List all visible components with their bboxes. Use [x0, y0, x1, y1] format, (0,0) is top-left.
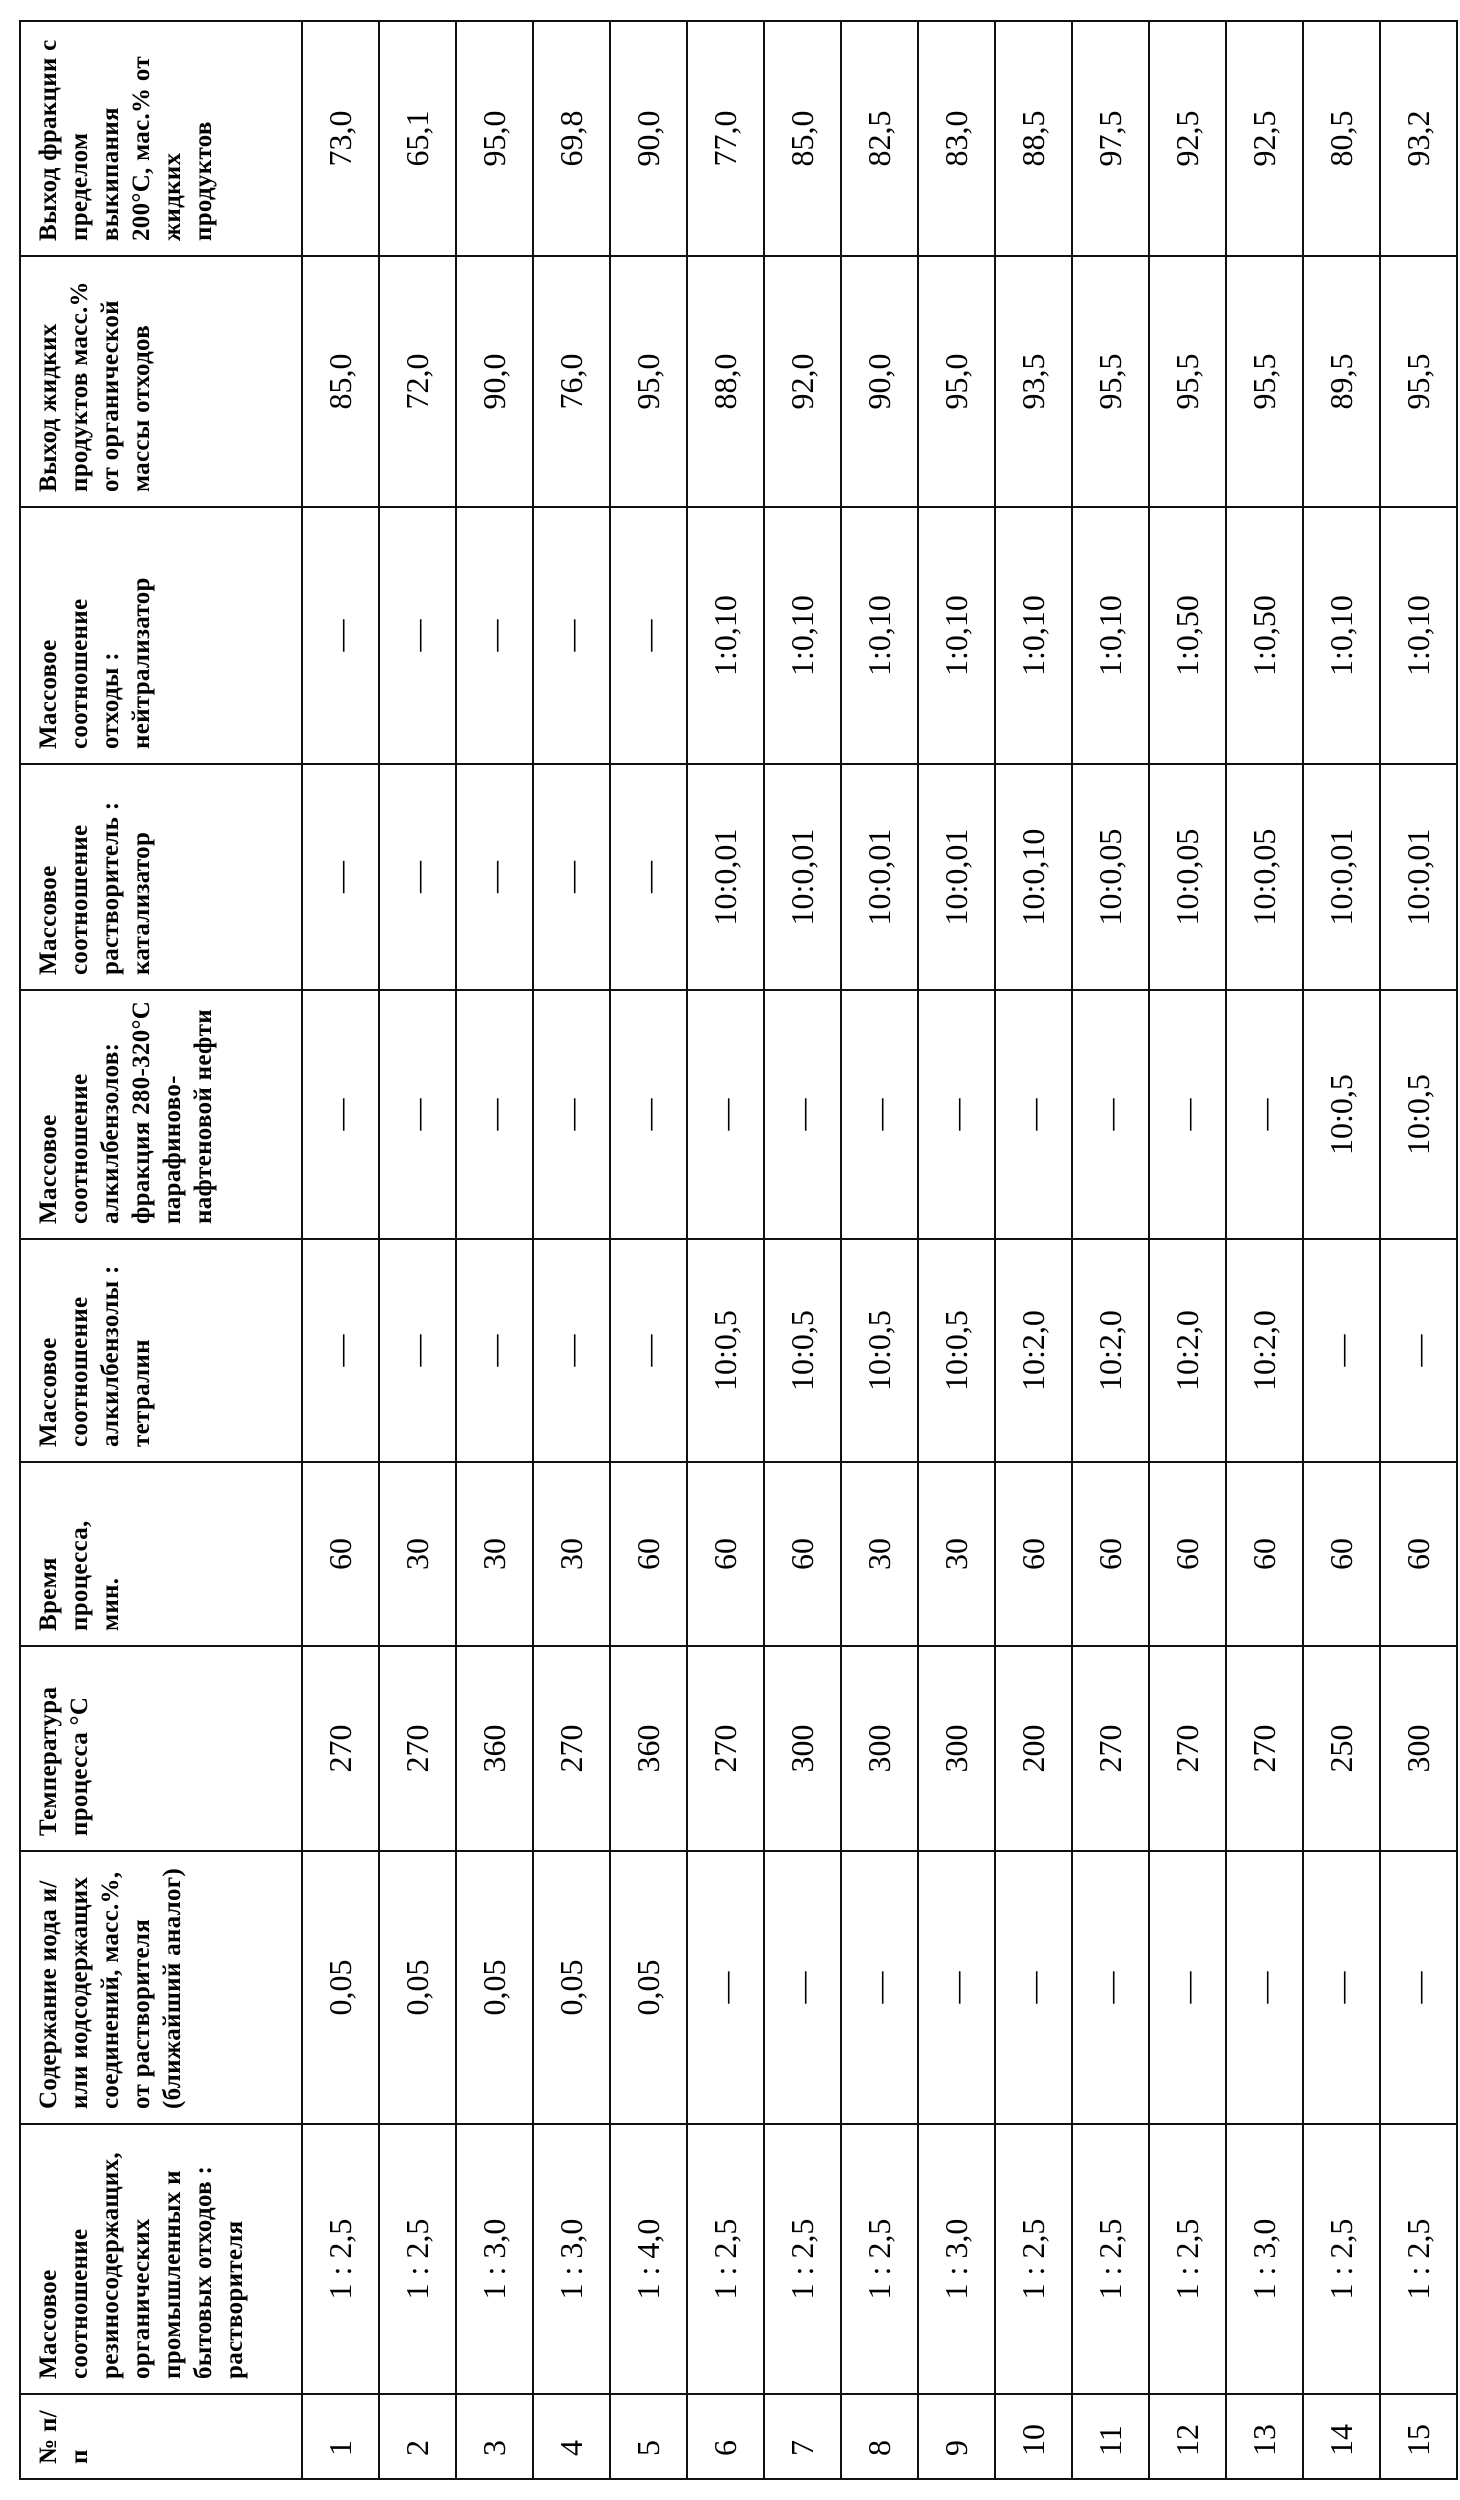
cell-waste-neutralizer: 1:0,10 — [764, 507, 841, 764]
cell-alkyl-fraction: — — [995, 990, 1072, 1239]
cell-solvent-catalyst: 10:0,01 — [764, 764, 841, 990]
cell-liquid-yield: 95,5 — [1149, 256, 1226, 507]
cell-alkyl-tetralin: 10:0,5 — [841, 1239, 918, 1462]
cell-alkyl-fraction: — — [1149, 990, 1226, 1239]
cell-no: 1 — [302, 2394, 379, 2479]
cell-iodine: 0,05 — [533, 1851, 610, 2124]
cell-solvent-catalyst: 10:0,01 — [918, 764, 995, 990]
cell-alkyl-tetralin: — — [533, 1239, 610, 1462]
header-iodine: Содержание иода и/или иодсодержащих соединений, масс.%, от растворителя (ближайший аналог) — [20, 1851, 302, 2124]
cell-iodine: — — [1226, 1851, 1303, 2124]
cell-time: 30 — [533, 1462, 610, 1646]
cell-solvent-catalyst: — — [533, 764, 610, 990]
cell-waste-neutralizer: — — [610, 507, 687, 764]
cell-waste-neutralizer: 1:0,50 — [1149, 507, 1226, 764]
cell-alkyl-tetralin: 10:0,5 — [764, 1239, 841, 1462]
cell-no: 7 — [764, 2394, 841, 2479]
rotated-table-container — [19, 22, 1441, 2480]
header-no: № п/п — [20, 2394, 302, 2479]
cell-liquid-yield: 89,5 — [1303, 256, 1380, 507]
cell-temp: 250 — [1303, 1646, 1380, 1851]
cell-alkyl-fraction: 10:0,5 — [1303, 990, 1380, 1239]
cell-iodine: — — [1303, 1851, 1380, 2124]
cell-solvent-catalyst: 10:0,05 — [1149, 764, 1226, 990]
cell-iodine: — — [764, 1851, 841, 2124]
table-row — [1072, 21, 1149, 2479]
cell-alkyl-tetralin: — — [610, 1239, 687, 1462]
cell-iodine: 0,05 — [379, 1851, 456, 2124]
cell-iodine: 0,05 — [610, 1851, 687, 2124]
cell-no: 6 — [687, 2394, 764, 2479]
table-row — [1303, 21, 1380, 2479]
cell-solvent-catalyst: — — [610, 764, 687, 990]
cell-time: 60 — [302, 1462, 379, 1646]
cell-fraction-yield: 80,5 — [1303, 21, 1380, 256]
cell-ratio-waste-solvent: 1 : 2,5 — [379, 2124, 456, 2394]
cell-solvent-catalyst: 10:0,01 — [687, 764, 764, 990]
cell-waste-neutralizer: 1:0,50 — [1226, 507, 1303, 764]
cell-alkyl-tetralin: — — [302, 1239, 379, 1462]
header-solvent-catalyst: Массовое соотношение растворитель : катализатор — [20, 764, 302, 990]
cell-alkyl-fraction: — — [764, 990, 841, 1239]
cell-liquid-yield: 72,0 — [379, 256, 456, 507]
cell-temp: 270 — [1226, 1646, 1303, 1851]
table-row — [379, 21, 456, 2479]
cell-temp: 300 — [841, 1646, 918, 1851]
cell-iodine: 0,05 — [302, 1851, 379, 2124]
cell-alkyl-tetralin: — — [1303, 1239, 1380, 1462]
cell-waste-neutralizer: 1:0,10 — [1380, 507, 1457, 764]
cell-ratio-waste-solvent: 1 : 4,0 — [610, 2124, 687, 2394]
cell-alkyl-fraction: — — [1072, 990, 1149, 1239]
header-ratio-waste-solvent: Массовое соотношение резиносодержащих, органических промышленных и бытовых отходов : растворителя — [20, 2124, 302, 2394]
cell-time: 60 — [995, 1462, 1072, 1646]
cell-time: 60 — [1149, 1462, 1226, 1646]
header-alkyl-tetralin: Массовое соотношение алкилбензолы : тетралин — [20, 1239, 302, 1462]
cell-waste-neutralizer: 1:0,10 — [995, 507, 1072, 764]
cell-fraction-yield: 93,2 — [1380, 21, 1457, 256]
header-temperature: Температура процесса °С — [20, 1646, 302, 1851]
cell-solvent-catalyst: — — [456, 764, 533, 990]
cell-time: 30 — [456, 1462, 533, 1646]
header-alkyl-fraction: Массовое соотношение алкилбензолов: фракция 280-320°С парафиново-нафтеновой нефти — [20, 990, 302, 1239]
cell-alkyl-fraction: — — [1226, 990, 1303, 1239]
cell-ratio-waste-solvent: 1 : 3,0 — [1226, 2124, 1303, 2394]
cell-no: 10 — [995, 2394, 1072, 2479]
cell-iodine: — — [1072, 1851, 1149, 2124]
cell-alkyl-fraction: — — [841, 990, 918, 1239]
table-row — [533, 21, 610, 2479]
cell-alkyl-tetralin: 10:2,0 — [995, 1239, 1072, 1462]
cell-temp: 270 — [302, 1646, 379, 1851]
cell-alkyl-fraction: — — [687, 990, 764, 1239]
cell-no: 13 — [1226, 2394, 1303, 2479]
cell-solvent-catalyst: — — [379, 764, 456, 990]
cell-temp: 300 — [764, 1646, 841, 1851]
cell-temp: 270 — [1072, 1646, 1149, 1851]
table-row — [302, 21, 379, 2479]
cell-temp: 360 — [610, 1646, 687, 1851]
table-row — [841, 21, 918, 2479]
cell-iodine: — — [1380, 1851, 1457, 2124]
cell-fraction-yield: 85,0 — [764, 21, 841, 256]
cell-waste-neutralizer: 1:0,10 — [841, 507, 918, 764]
cell-fraction-yield: 83,0 — [918, 21, 995, 256]
table-row — [1226, 21, 1303, 2479]
cell-no: 15 — [1380, 2394, 1457, 2479]
table-row — [918, 21, 995, 2479]
cell-fraction-yield: 92,5 — [1149, 21, 1226, 256]
cell-alkyl-tetralin: 10:2,0 — [1149, 1239, 1226, 1462]
cell-alkyl-tetralin: 10:0,5 — [918, 1239, 995, 1462]
cell-liquid-yield: 95,5 — [1380, 256, 1457, 507]
cell-no: 2 — [379, 2394, 456, 2479]
cell-solvent-catalyst: — — [302, 764, 379, 990]
cell-no: 5 — [610, 2394, 687, 2479]
cell-alkyl-fraction: — — [610, 990, 687, 1239]
table-row — [456, 21, 533, 2479]
table-row — [764, 21, 841, 2479]
table-body — [302, 21, 1457, 2479]
cell-solvent-catalyst: 10:0,01 — [841, 764, 918, 990]
table-row — [687, 21, 764, 2479]
cell-liquid-yield: 88,0 — [687, 256, 764, 507]
cell-time: 60 — [610, 1462, 687, 1646]
cell-waste-neutralizer: — — [379, 507, 456, 764]
cell-fraction-yield: 73,0 — [302, 21, 379, 256]
cell-ratio-waste-solvent: 1 : 2,5 — [764, 2124, 841, 2394]
cell-liquid-yield: 90,0 — [841, 256, 918, 507]
cell-waste-neutralizer: — — [302, 507, 379, 764]
cell-ratio-waste-solvent: 1 : 3,0 — [918, 2124, 995, 2394]
cell-time: 60 — [1072, 1462, 1149, 1646]
cell-solvent-catalyst: 10:0,05 — [1226, 764, 1303, 990]
cell-liquid-yield: 95,5 — [1072, 256, 1149, 507]
results-table — [19, 20, 1458, 2480]
cell-alkyl-tetralin: 10:0,5 — [687, 1239, 764, 1462]
cell-solvent-catalyst: 10:0,10 — [995, 764, 1072, 990]
table-row — [1380, 21, 1457, 2479]
cell-temp: 300 — [918, 1646, 995, 1851]
cell-ratio-waste-solvent: 1 : 2,5 — [302, 2124, 379, 2394]
cell-ratio-waste-solvent: 1 : 2,5 — [687, 2124, 764, 2394]
cell-alkyl-fraction: — — [302, 990, 379, 1239]
cell-ratio-waste-solvent: 1 : 2,5 — [1380, 2124, 1457, 2394]
cell-ratio-waste-solvent: 1 : 2,5 — [1149, 2124, 1226, 2394]
cell-time: 60 — [1226, 1462, 1303, 1646]
cell-no: 12 — [1149, 2394, 1226, 2479]
cell-no: 11 — [1072, 2394, 1149, 2479]
cell-temp: 360 — [456, 1646, 533, 1851]
cell-iodine: — — [918, 1851, 995, 2124]
cell-alkyl-tetralin: — — [456, 1239, 533, 1462]
cell-alkyl-tetralin: 10:2,0 — [1226, 1239, 1303, 1462]
cell-no: 3 — [456, 2394, 533, 2479]
cell-waste-neutralizer: 1:0,10 — [1072, 507, 1149, 764]
cell-iodine: — — [687, 1851, 764, 2124]
cell-iodine: — — [995, 1851, 1072, 2124]
cell-liquid-yield: 92,0 — [764, 256, 841, 507]
cell-time: 60 — [764, 1462, 841, 1646]
cell-waste-neutralizer: — — [533, 507, 610, 764]
cell-alkyl-fraction: — — [379, 990, 456, 1239]
cell-no: 4 — [533, 2394, 610, 2479]
table-row — [610, 21, 687, 2479]
cell-waste-neutralizer: — — [456, 507, 533, 764]
cell-fraction-yield: 92,5 — [1226, 21, 1303, 256]
cell-alkyl-fraction: — — [918, 990, 995, 1239]
cell-alkyl-fraction: 10:0,5 — [1380, 990, 1457, 1239]
cell-fraction-yield: 69,8 — [533, 21, 610, 256]
cell-waste-neutralizer: 1:0,10 — [687, 507, 764, 764]
header-time: Время процесса, мин. — [20, 1462, 302, 1646]
cell-liquid-yield: 95,5 — [1226, 256, 1303, 507]
table-row — [995, 21, 1072, 2479]
cell-fraction-yield: 90,0 — [610, 21, 687, 256]
cell-fraction-yield: 65,1 — [379, 21, 456, 256]
cell-temp: 270 — [1149, 1646, 1226, 1851]
header-liquid-yield: Выход жидких продуктов масс.% от органической массы отходов — [20, 256, 302, 507]
cell-liquid-yield: 93,5 — [995, 256, 1072, 507]
cell-fraction-yield: 82,5 — [841, 21, 918, 256]
cell-alkyl-fraction: — — [533, 990, 610, 1239]
cell-time: 30 — [379, 1462, 456, 1646]
cell-temp: 270 — [687, 1646, 764, 1851]
cell-iodine: — — [841, 1851, 918, 2124]
cell-alkyl-fraction: — — [456, 990, 533, 1239]
cell-ratio-waste-solvent: 1 : 3,0 — [533, 2124, 610, 2394]
cell-time: 60 — [1380, 1462, 1457, 1646]
cell-ratio-waste-solvent: 1 : 2,5 — [1072, 2124, 1149, 2394]
cell-fraction-yield: 88,5 — [995, 21, 1072, 256]
header-fraction-yield: Выход фракции с пределом выкипания 200°С, мас.% от жидких продуктов — [20, 21, 302, 256]
cell-time: 30 — [841, 1462, 918, 1646]
cell-liquid-yield: 85,0 — [302, 256, 379, 507]
cell-time: 60 — [687, 1462, 764, 1646]
cell-no: 8 — [841, 2394, 918, 2479]
cell-solvent-catalyst: 10:0,01 — [1303, 764, 1380, 990]
cell-alkyl-tetralin: — — [379, 1239, 456, 1462]
cell-time: 60 — [1303, 1462, 1380, 1646]
cell-waste-neutralizer: 1:0,10 — [918, 507, 995, 764]
cell-alkyl-tetralin: — — [1380, 1239, 1457, 1462]
header-row — [20, 21, 302, 2479]
cell-liquid-yield: 95,0 — [918, 256, 995, 507]
cell-temp: 300 — [1380, 1646, 1457, 1851]
cell-liquid-yield: 90,0 — [456, 256, 533, 507]
cell-fraction-yield: 97,5 — [1072, 21, 1149, 256]
cell-waste-neutralizer: 1:0,10 — [1303, 507, 1380, 764]
cell-temp: 200 — [995, 1646, 1072, 1851]
cell-no: 9 — [918, 2394, 995, 2479]
cell-ratio-waste-solvent: 1 : 2,5 — [995, 2124, 1072, 2394]
cell-fraction-yield: 95,0 — [456, 21, 533, 256]
cell-ratio-waste-solvent: 1 : 2,5 — [1303, 2124, 1380, 2394]
cell-solvent-catalyst: 10:0,01 — [1380, 764, 1457, 990]
cell-temp: 270 — [533, 1646, 610, 1851]
cell-solvent-catalyst: 10:0,05 — [1072, 764, 1149, 990]
cell-iodine: — — [1149, 1851, 1226, 2124]
header-waste-neutralizer: Массовое соотношение отходы : нейтрализатор — [20, 507, 302, 764]
cell-alkyl-tetralin: 10:2,0 — [1072, 1239, 1149, 1462]
cell-ratio-waste-solvent: 1 : 2,5 — [841, 2124, 918, 2394]
cell-time: 30 — [918, 1462, 995, 1646]
table-row — [1149, 21, 1226, 2479]
cell-iodine: 0,05 — [456, 1851, 533, 2124]
cell-ratio-waste-solvent: 1 : 3,0 — [456, 2124, 533, 2394]
cell-liquid-yield: 76,0 — [533, 256, 610, 507]
cell-fraction-yield: 77,0 — [687, 21, 764, 256]
cell-liquid-yield: 95,0 — [610, 256, 687, 507]
cell-temp: 270 — [379, 1646, 456, 1851]
cell-no: 14 — [1303, 2394, 1380, 2479]
